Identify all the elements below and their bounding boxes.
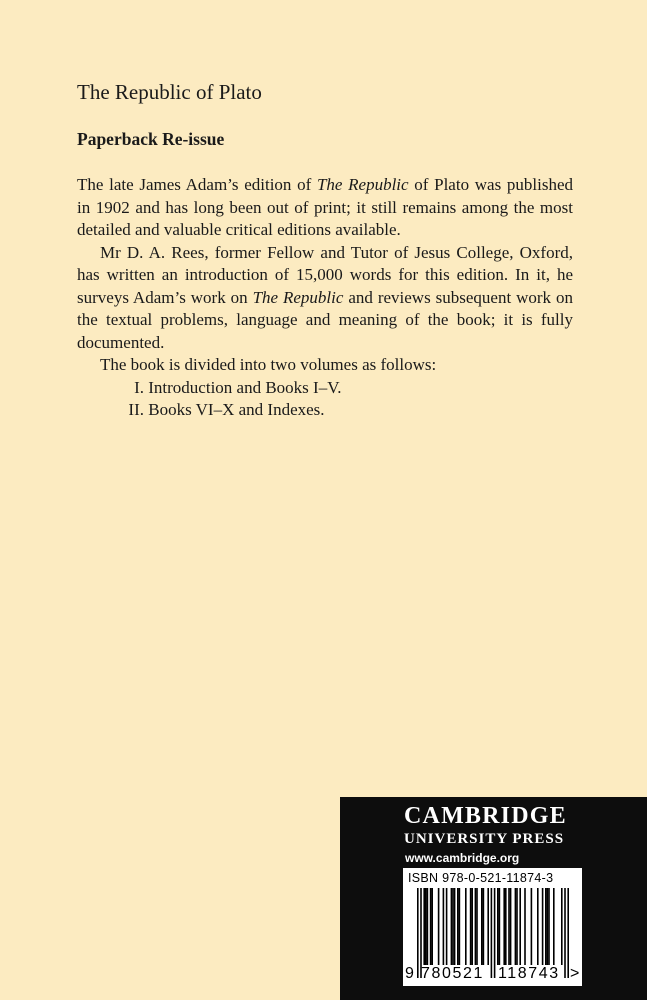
volume-number: II. [128, 400, 144, 419]
barcode-bar [542, 888, 544, 965]
barcode-bar [481, 888, 483, 965]
barcode-bar [465, 888, 467, 965]
publisher-name: CAMBRIDGE [404, 803, 567, 829]
barcode-bar [547, 888, 549, 965]
p1-text-b: of Plato was published in 1902 and has long been out of print; it still remains among the most detailed and valuable critical editions available. [77, 175, 574, 239]
barcode-bar [505, 888, 507, 965]
barcode-bar [483, 888, 485, 965]
p2-text-a: Mr D. A. Rees, former Fellow and Tutor of Jesus College, Oxford, has written an introduction of 15,000 words for this edition. In it, he surveys Adam’s work on [77, 242, 573, 307]
barcode-bar [452, 888, 454, 965]
barcode-bar [451, 888, 453, 965]
barcode-bar [443, 888, 445, 965]
publisher-url: www.cambridge.org [405, 851, 520, 865]
barcode-bar [516, 888, 518, 965]
barcode-bar [561, 888, 563, 965]
barcode-bar [457, 888, 459, 965]
barcode-left-group: 780521 [421, 965, 484, 982]
barcode-bar [454, 888, 456, 965]
barcode-digits [403, 965, 582, 983]
blurb-paragraph-2 [77, 242, 573, 355]
blurb-paragraph-1 [77, 174, 573, 242]
book-title: The Republic of Plato [77, 80, 262, 104]
barcode-bar [524, 888, 526, 965]
barcode-bar [430, 888, 432, 965]
barcode-bar [427, 888, 429, 965]
barcode-bar [423, 888, 425, 965]
barcode-bar [531, 888, 533, 965]
volume-list [77, 377, 573, 422]
barcode-bar [471, 888, 473, 965]
blurb-paragraph-3: The book is divided into two volumes as follows: [100, 355, 437, 374]
barcode-end-mark: > [570, 965, 580, 982]
p2-book-title-italic: The Republic [252, 287, 344, 307]
barcode-bar [446, 888, 448, 965]
barcode-bar [459, 888, 461, 965]
barcode-bar [487, 888, 489, 965]
volume-item [77, 377, 573, 400]
p1-book-title-italic: The Republic [316, 175, 409, 194]
barcode-right-group: 118743 [498, 965, 560, 982]
barcode-bar [476, 888, 478, 965]
barcode-bar [515, 888, 517, 965]
barcode-bar [438, 888, 440, 965]
barcode-first-digit: 9 [405, 965, 414, 982]
barcode-bar [499, 888, 501, 965]
barcode-bar [537, 888, 539, 965]
publisher-subtitle: UNIVERSITY PRESS [404, 831, 565, 847]
barcode-bar [475, 888, 477, 965]
p2-text-b: and reviews subsequent work on the textual problems, language and meaning of the book; it is fully documented. [77, 287, 573, 352]
isbn-label: ISBN 978-0-521-11874-3 [408, 871, 554, 885]
volume-description: Books VI–X and Indexes. [148, 400, 325, 419]
p1-text-a: The late James Adam’s edition of [77, 175, 317, 194]
barcode-bar [545, 888, 547, 965]
blurb [77, 174, 573, 422]
barcode-bar [503, 888, 505, 965]
barcode-bar [425, 888, 427, 965]
barcode-bar [548, 888, 550, 965]
volume-description: Introduction and Books I–V. [148, 377, 342, 397]
edition-subtitle: Paperback Re-issue [77, 129, 225, 149]
barcode-bar [508, 888, 510, 965]
volume-item [77, 399, 573, 422]
barcode-bar [497, 888, 499, 965]
barcode-bar [470, 888, 472, 965]
barcode-bar [510, 888, 512, 965]
publisher-panel [340, 797, 647, 1000]
volume-number: I. [134, 377, 144, 397]
barcode [403, 868, 582, 986]
barcode-bar [553, 888, 555, 965]
barcode-bar [519, 888, 521, 965]
barcode-bar [431, 888, 433, 965]
